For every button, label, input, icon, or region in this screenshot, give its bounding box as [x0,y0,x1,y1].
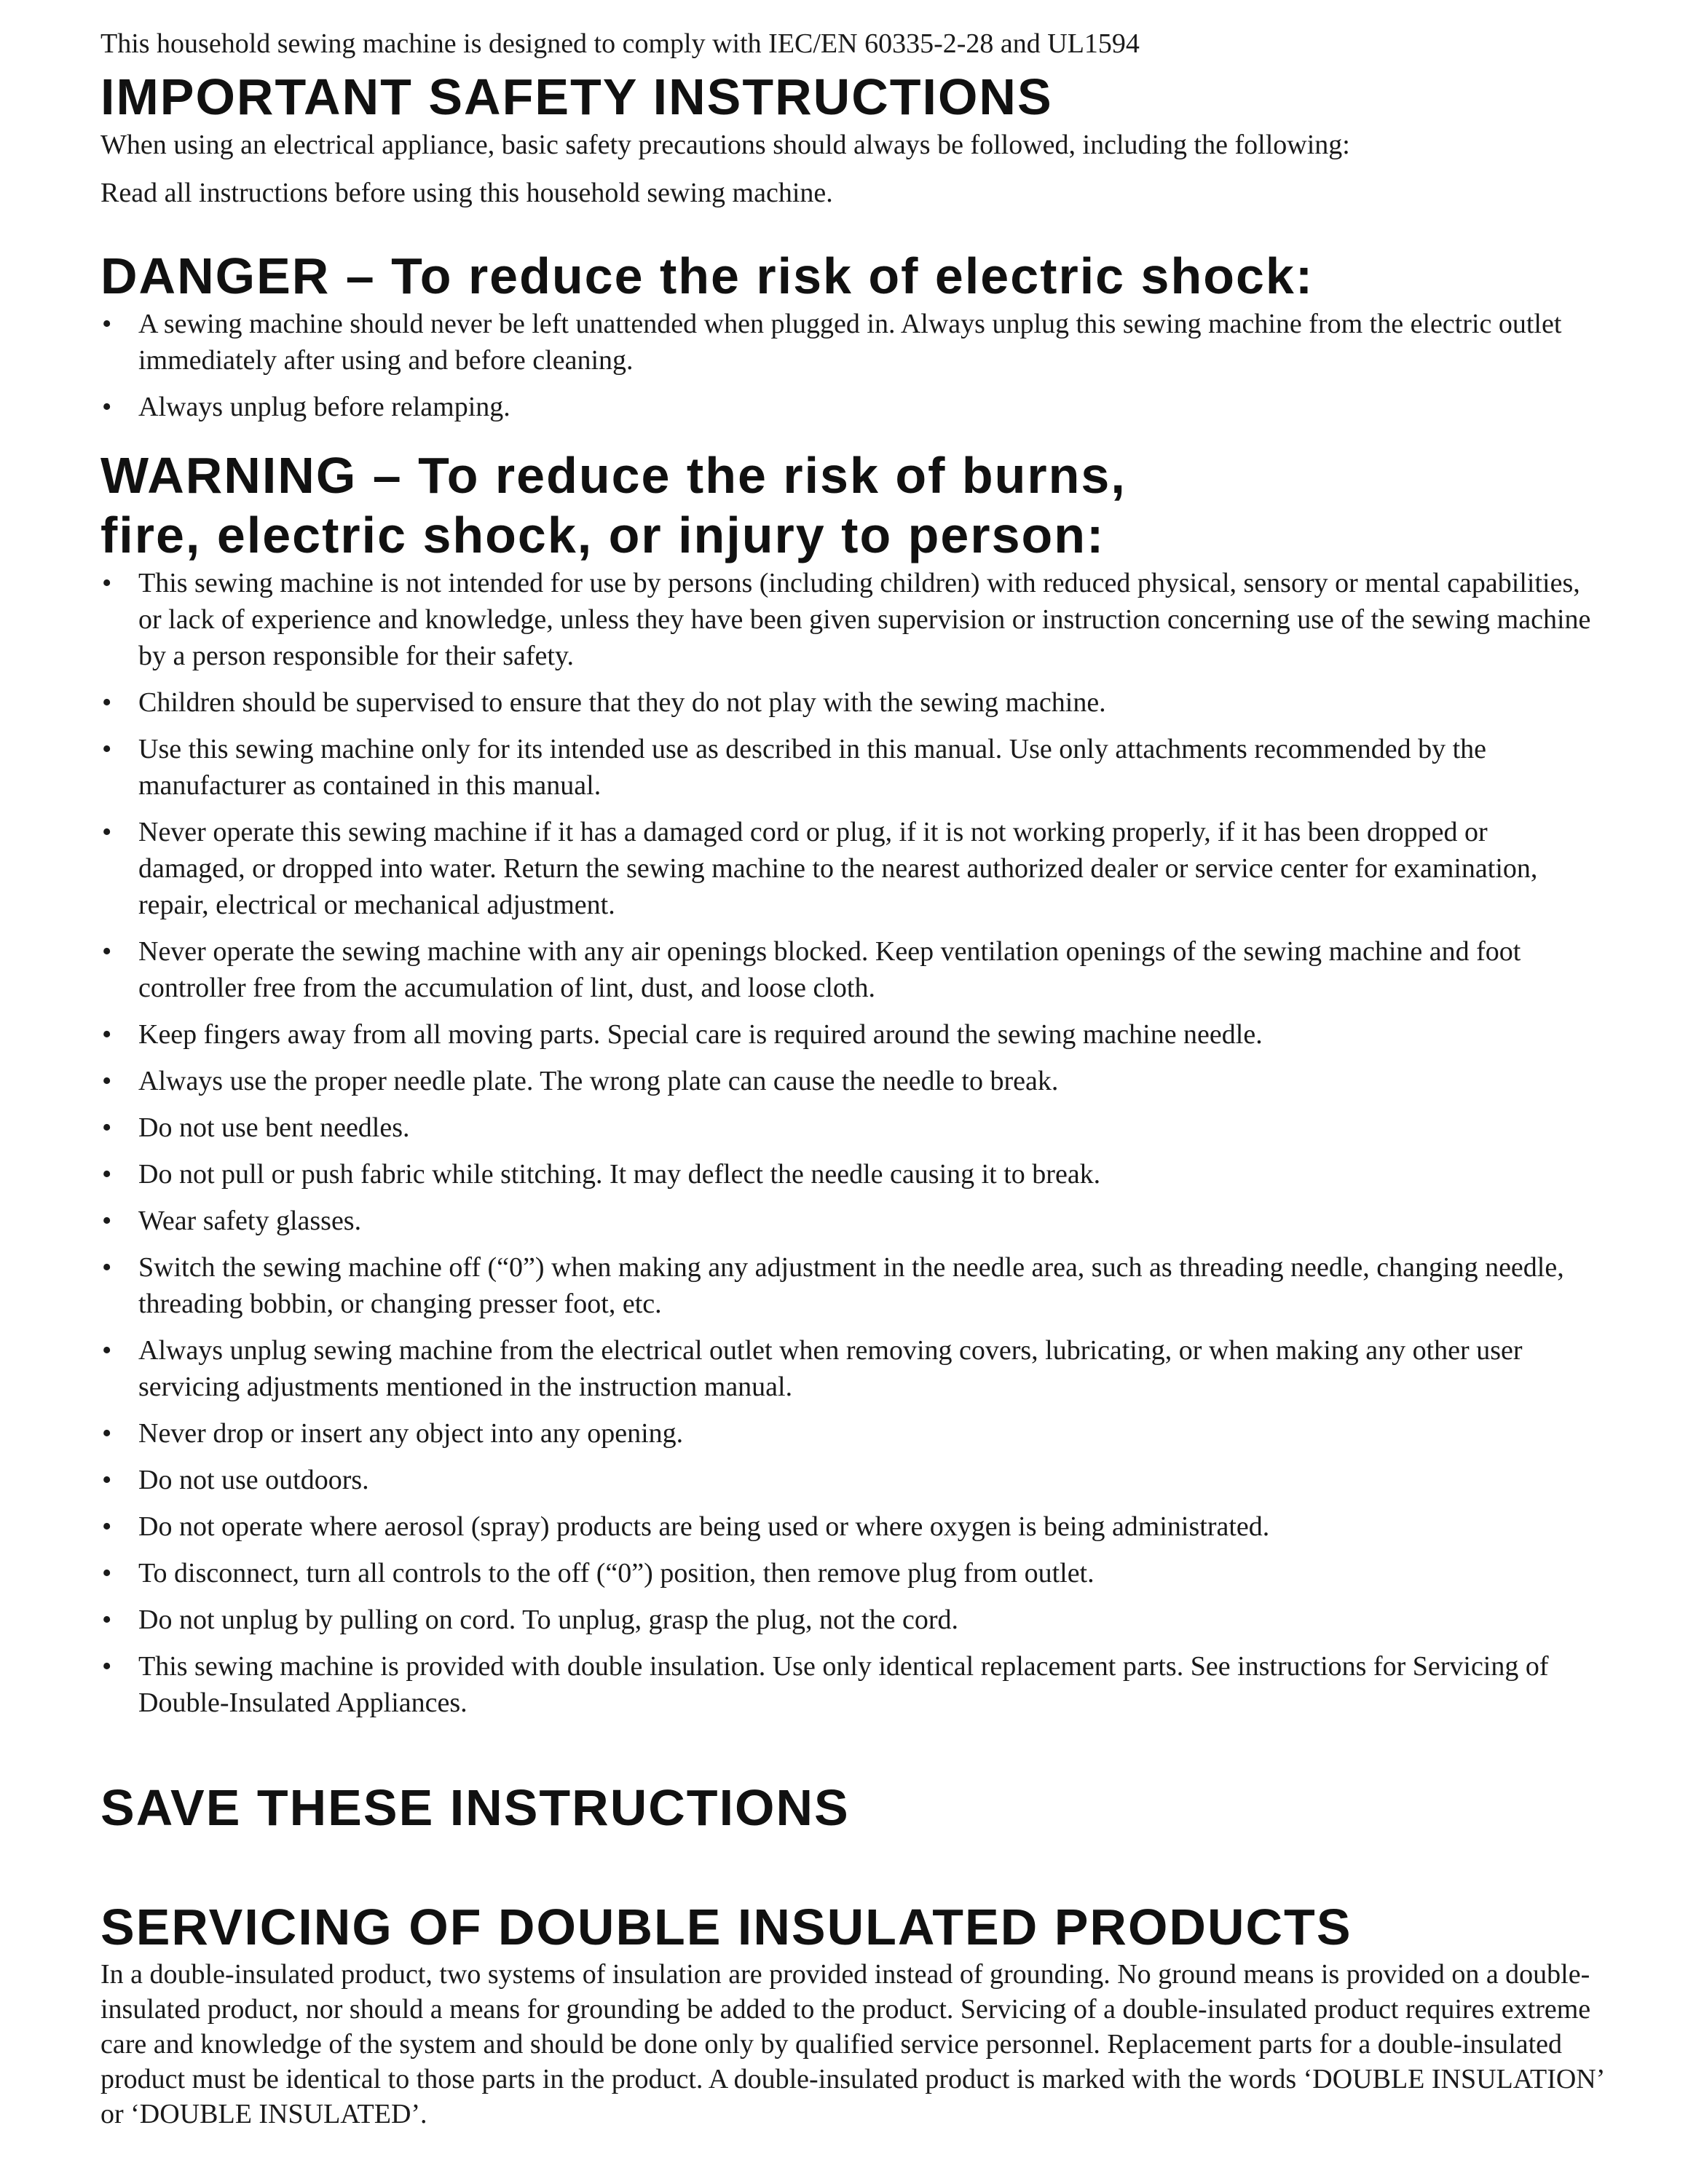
bullet-icon: • [102,1066,112,1096]
bullet-icon: • [102,1651,112,1682]
list-item [100,1602,1601,1638]
bullet-icon: • [102,1465,112,1495]
danger-heading: DANGER – To reduce the risk of electric shock: [100,248,1314,304]
list-item [100,1508,1601,1545]
bullet-icon: • [102,1252,112,1283]
list-item-text: This sewing machine is provided with double insulation. Use only identical replacement parts. See instructions for Servicing of Double-Insulated Appliances. [138,1651,1549,1718]
list-item [100,814,1601,923]
list-item-text: Never drop or insert any object into any opening. [138,1418,684,1449]
list-item-text: Always unplug before relamping. [138,392,510,422]
bullet-icon: • [102,392,112,422]
list-item-text: Always unplug sewing machine from the electrical outlet when removing covers, lubricating, or when making any other user servicing adjustments mentioned in the instruction manual. [138,1335,1523,1402]
list-item [100,1156,1601,1192]
list-item [100,1203,1601,1239]
bullet-icon: • [102,1335,112,1366]
list-item [100,1648,1601,1721]
list-item [100,684,1601,721]
bullet-icon: • [102,1112,112,1143]
list-item [100,565,1601,674]
list-item [100,306,1601,379]
list-item-text: Do not operate where aerosol (spray) products are being used or where oxygen is being administrated. [138,1511,1270,1542]
list-item-text: Keep fingers away from all moving parts. Special care is required around the sewing machine needle. [138,1019,1263,1050]
list-item [100,933,1601,1006]
list-item [100,731,1601,804]
list-item-text: Do not unplug by pulling on cord. To unplug, grasp the plug, not the cord. [138,1605,958,1635]
bullet-icon: • [102,1206,112,1236]
bullet-icon: • [102,309,112,339]
intro-read-all: Read all instructions before using this household sewing machine. [100,178,833,208]
bullet-icon: • [102,1558,112,1588]
bullet-icon: • [102,817,112,847]
list-item-text: Wear safety glasses. [138,1206,362,1236]
list-item [100,1415,1601,1452]
list-item-text: This sewing machine is not intended for use by persons (including children) with reduced physical, sensory or mental capabilities, or lack of experience and knowledge, unless they have been given supervision or instruction concerning use of the sewing machine by a person responsible for their safety. [138,568,1591,671]
list-item-text: Never operate this sewing machine if it has a damaged cord or plug, if it is not working properly, if it has been dropped or damaged, or dropped into water. Return the sewing machine to the nearest authorized dealer or service center for examination, repair, electrical or mechanical adjustment. [138,817,1538,920]
save-instructions-heading: SAVE THESE INSTRUCTIONS [100,1779,850,1836]
list-item [100,1555,1601,1591]
list-item-text: Always use the proper needle plate. The wrong plate can cause the needle to break. [138,1066,1059,1096]
list-item-text: Switch the sewing machine off (“0”) when making any adjustment in the needle area, such as threading needle, changing needle, threading bobbin, or changing presser foot, etc. [138,1252,1564,1319]
danger-list [100,306,1601,425]
list-item-text: To disconnect, turn all controls to the off (“0”) position, then remove plug from outlet. [138,1558,1095,1588]
page-title: IMPORTANT SAFETY INSTRUCTIONS [100,68,1053,125]
list-item [100,1016,1601,1053]
list-item [100,389,1601,425]
servicing-paragraph: In a double-insulated product, two systems of insulation are provided instead of grounding. No ground means is provided on a double-insulated product, nor should a means for grounding be added to the product. Servicing of a double-insulated product requires extreme care and knowledge of the system and should be done only by qualified service personnel. Replacement parts for a double-insulated product must be identical to those parts in the product. A double-insulated product is marked with the words ‘DOUBLE INSULATION’ or ‘DOUBLE INSULATED’. [100,1959,1604,2129]
list-item-text: Children should be supervised to ensure that they do not play with the sewing machine. [138,687,1106,718]
bullet-icon: • [102,1159,112,1190]
list-item-text: Use this sewing machine only for its intended use as described in this manual. Use only attachments recommended by the manufacturer as contained in this manual. [138,734,1486,801]
warning-heading-line-1: WARNING – To reduce the risk of burns, [100,447,1127,504]
bullet-icon: • [102,568,112,598]
compliance-note: This household sewing machine is designed to comply with IEC/EN 60335-2-28 and UL1594 [100,28,1140,59]
warning-list [100,565,1601,1721]
servicing-heading: SERVICING OF DOUBLE INSULATED PRODUCTS [100,1899,1352,1955]
warning-heading-line-2: fire, electric shock, or injury to person: [100,507,1105,563]
list-item [100,1332,1601,1405]
list-item-text: Do not use outdoors. [138,1465,369,1495]
warning-heading [100,446,1601,565]
list-item-text: A sewing machine should never be left unattended when plugged in. Always unplug this sewing machine from the electric outlet immediately after using and before cleaning. [138,309,1562,376]
bullet-icon: • [102,687,112,718]
bullet-icon: • [102,1605,112,1635]
list-item [100,1249,1601,1322]
safety-instructions-page [100,22,1604,2132]
bullet-icon: • [102,936,112,967]
list-item [100,1109,1601,1146]
list-item-text: Do not pull or push fabric while stitching. It may deflect the needle causing it to break. [138,1159,1101,1190]
bullet-icon: • [102,1418,112,1449]
bullet-icon: • [102,734,112,764]
list-item-text: Do not use bent needles. [138,1112,410,1143]
list-item [100,1462,1601,1498]
list-item-text: Never operate the sewing machine with any air openings blocked. Keep ventilation openings of the sewing machine and foot controller free from the accumulation of lint, dust, and loose cloth. [138,936,1521,1003]
list-item [100,1063,1601,1099]
intro-precautions: When using an electrical appliance, basic safety precautions should always be followed, including the following: [100,130,1350,160]
bullet-icon: • [102,1511,112,1542]
bullet-icon: • [102,1019,112,1050]
